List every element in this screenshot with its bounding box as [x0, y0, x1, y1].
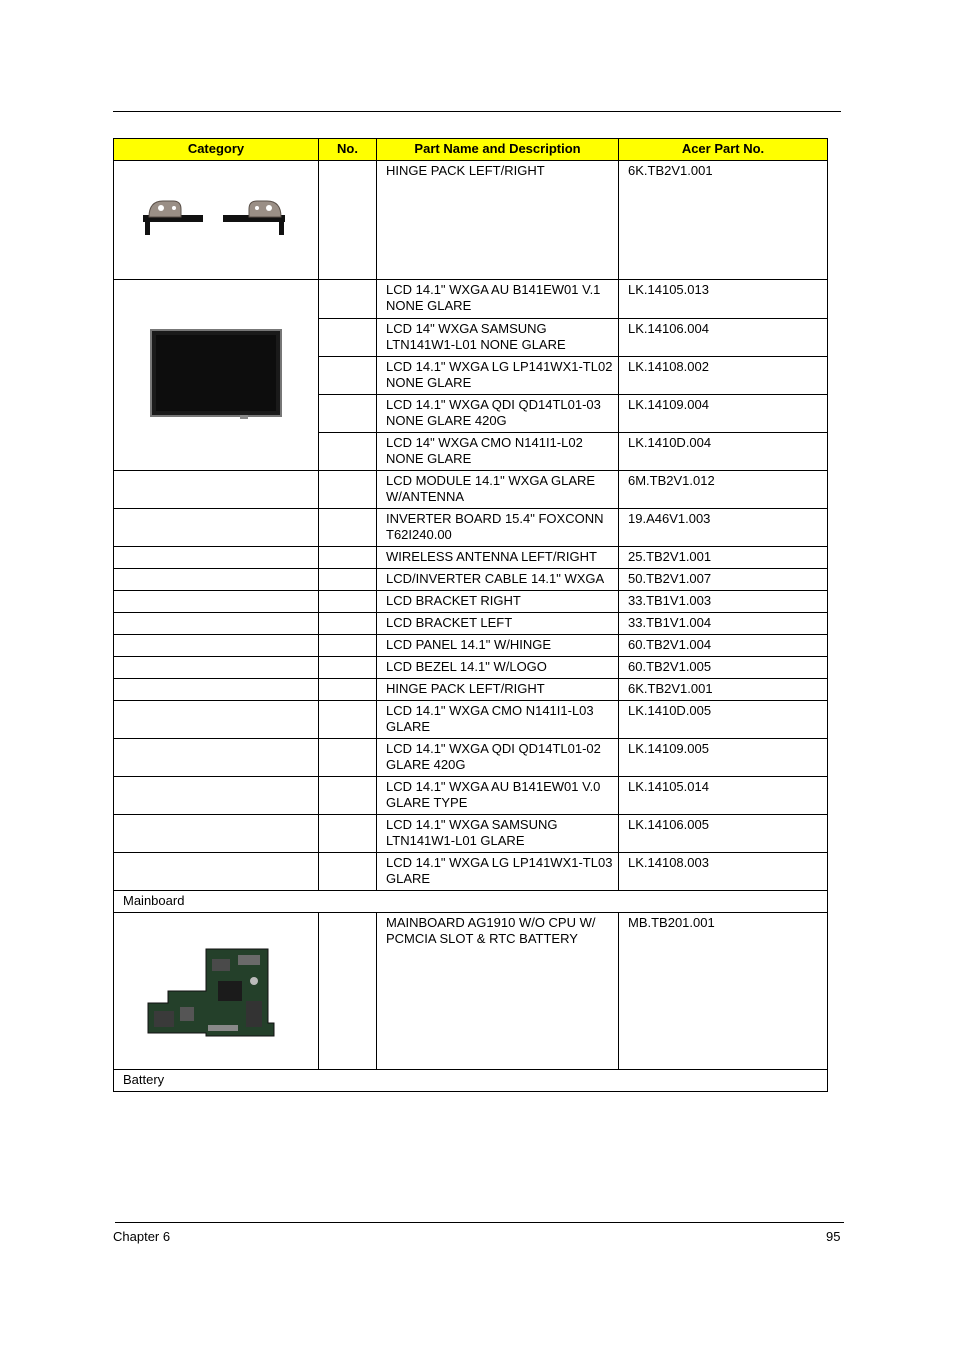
mainboard-image-cell [114, 913, 319, 1070]
top-rule [113, 111, 841, 112]
part-number-cell: LK.1410D.004 [619, 433, 828, 471]
category-cell [114, 547, 319, 569]
description-cell: LCD BEZEL 14.1" W/LOGO [377, 657, 619, 679]
category-cell [114, 701, 319, 739]
number-cell [319, 280, 377, 319]
number-cell [319, 319, 377, 357]
header-description: Part Name and Description [377, 139, 619, 161]
table-row [114, 569, 828, 591]
lcd-image-cell [114, 280, 319, 471]
number-cell [319, 815, 377, 853]
footer-rule [115, 1222, 844, 1223]
number-cell [319, 395, 377, 433]
part-number-cell: 50.TB2V1.007 [619, 569, 828, 591]
description-cell: WIRELESS ANTENNA LEFT/RIGHT [377, 547, 619, 569]
category-cell [114, 569, 319, 591]
hinge-pack-image [141, 195, 291, 245]
part-number-cell: 33.TB1V1.004 [619, 613, 828, 635]
table-row [114, 679, 828, 701]
description-cell: LCD 14.1" WXGA QDI QD14TL01-03 NONE GLARE 420G [377, 395, 619, 433]
header-number: No. [319, 139, 377, 161]
number-cell [319, 161, 377, 280]
lcd-panel-image [150, 329, 282, 421]
number-cell [319, 777, 377, 815]
part-number-cell: LK.14108.003 [619, 853, 828, 891]
description-cell: LCD 14" WXGA SAMSUNG LTN141W1-L01 NONE GLARE [377, 319, 619, 357]
section-label: Battery [114, 1070, 828, 1092]
table-row [114, 853, 828, 891]
table-row [114, 280, 828, 319]
description-cell: INVERTER BOARD 15.4" FOXCONN T62I240.00 [377, 509, 619, 547]
number-cell [319, 569, 377, 591]
part-number-cell: 60.TB2V1.004 [619, 635, 828, 657]
table-row [114, 591, 828, 613]
category-cell [114, 591, 319, 613]
part-number-cell: LK.14108.002 [619, 357, 828, 395]
part-number-cell: LK.14106.005 [619, 815, 828, 853]
number-cell [319, 739, 377, 777]
header-row [114, 139, 828, 161]
table-row [114, 547, 828, 569]
section-row-mainboard [114, 891, 828, 913]
description-cell: LCD MODULE 14.1" WXGA GLARE W/ANTENNA [377, 471, 619, 509]
parts-table [113, 138, 828, 1092]
description-cell: LCD 14.1" WXGA AU B141EW01 V.0 GLARE TYPE [377, 777, 619, 815]
table-row [114, 739, 828, 777]
description-cell: MAINBOARD AG1910 W/O CPU W/ PCMCIA SLOT & RTC BATTERY [377, 913, 619, 1070]
category-cell [114, 613, 319, 635]
category-cell [114, 739, 319, 777]
description-cell: LCD 14.1" WXGA CMO N141I1-L03 GLARE [377, 701, 619, 739]
part-number-cell: 60.TB2V1.005 [619, 657, 828, 679]
number-cell [319, 657, 377, 679]
category-cell [114, 815, 319, 853]
footer-page-number: 95 [826, 1229, 841, 1244]
description-cell: LCD 14.1" WXGA AU B141EW01 V.1 NONE GLARE [377, 280, 619, 319]
part-number-cell: 6K.TB2V1.001 [619, 679, 828, 701]
hinge-image-cell [114, 161, 319, 280]
part-number-cell: LK.14105.013 [619, 280, 828, 319]
number-cell [319, 433, 377, 471]
category-cell [114, 509, 319, 547]
category-cell [114, 471, 319, 509]
description-cell: LCD 14" WXGA CMO N141I1-L02 NONE GLARE [377, 433, 619, 471]
part-number-cell: LK.1410D.005 [619, 701, 828, 739]
part-number-cell: LK.14109.004 [619, 395, 828, 433]
category-cell [114, 635, 319, 657]
category-cell [114, 777, 319, 815]
description-cell: LCD BRACKET LEFT [377, 613, 619, 635]
part-number-cell: 33.TB1V1.003 [619, 591, 828, 613]
footer-chapter: Chapter 6 [113, 1229, 171, 1244]
table-row [114, 657, 828, 679]
number-cell [319, 591, 377, 613]
description-cell: LCD/INVERTER CABLE 14.1" WXGA [377, 569, 619, 591]
description-cell: LCD 14.1" WXGA LG LP141WX1-TL02 NONE GLARE [377, 357, 619, 395]
number-cell [319, 913, 377, 1070]
table-row [114, 471, 828, 509]
number-cell [319, 635, 377, 657]
table-row [114, 913, 828, 1070]
number-cell [319, 853, 377, 891]
description-cell: LCD PANEL 14.1" W/HINGE [377, 635, 619, 657]
part-number-cell: LK.14106.004 [619, 319, 828, 357]
part-number-cell: LK.14105.014 [619, 777, 828, 815]
part-number-cell: 25.TB2V1.001 [619, 547, 828, 569]
table-row [114, 509, 828, 547]
header-category: Category [114, 139, 319, 161]
description-cell: HINGE PACK LEFT/RIGHT [377, 679, 619, 701]
section-label: Mainboard [114, 891, 828, 913]
table-row [114, 161, 828, 280]
description-cell: HINGE PACK LEFT/RIGHT [377, 161, 619, 280]
description-cell: LCD 14.1" WXGA QDI QD14TL01-02 GLARE 420G [377, 739, 619, 777]
category-cell [114, 679, 319, 701]
number-cell [319, 547, 377, 569]
number-cell [319, 701, 377, 739]
category-cell [114, 853, 319, 891]
number-cell [319, 509, 377, 547]
number-cell [319, 613, 377, 635]
mainboard-image [146, 941, 286, 1041]
description-cell: LCD 14.1" WXGA LG LP141WX1-TL03 GLARE [377, 853, 619, 891]
table-row [114, 613, 828, 635]
table-row [114, 701, 828, 739]
number-cell [319, 679, 377, 701]
description-cell: LCD BRACKET RIGHT [377, 591, 619, 613]
header-part-number: Acer Part No. [619, 139, 828, 161]
part-number-cell: 6K.TB2V1.001 [619, 161, 828, 280]
table-row [114, 777, 828, 815]
number-cell [319, 471, 377, 509]
table-row [114, 635, 828, 657]
part-number-cell: 6M.TB2V1.012 [619, 471, 828, 509]
section-row-battery [114, 1070, 828, 1092]
description-cell: LCD 14.1" WXGA SAMSUNG LTN141W1-L01 GLARE [377, 815, 619, 853]
category-cell [114, 657, 319, 679]
part-number-cell: 19.A46V1.003 [619, 509, 828, 547]
part-number-cell: LK.14109.005 [619, 739, 828, 777]
part-number-cell: MB.TB201.001 [619, 913, 828, 1070]
number-cell [319, 357, 377, 395]
table-row [114, 815, 828, 853]
